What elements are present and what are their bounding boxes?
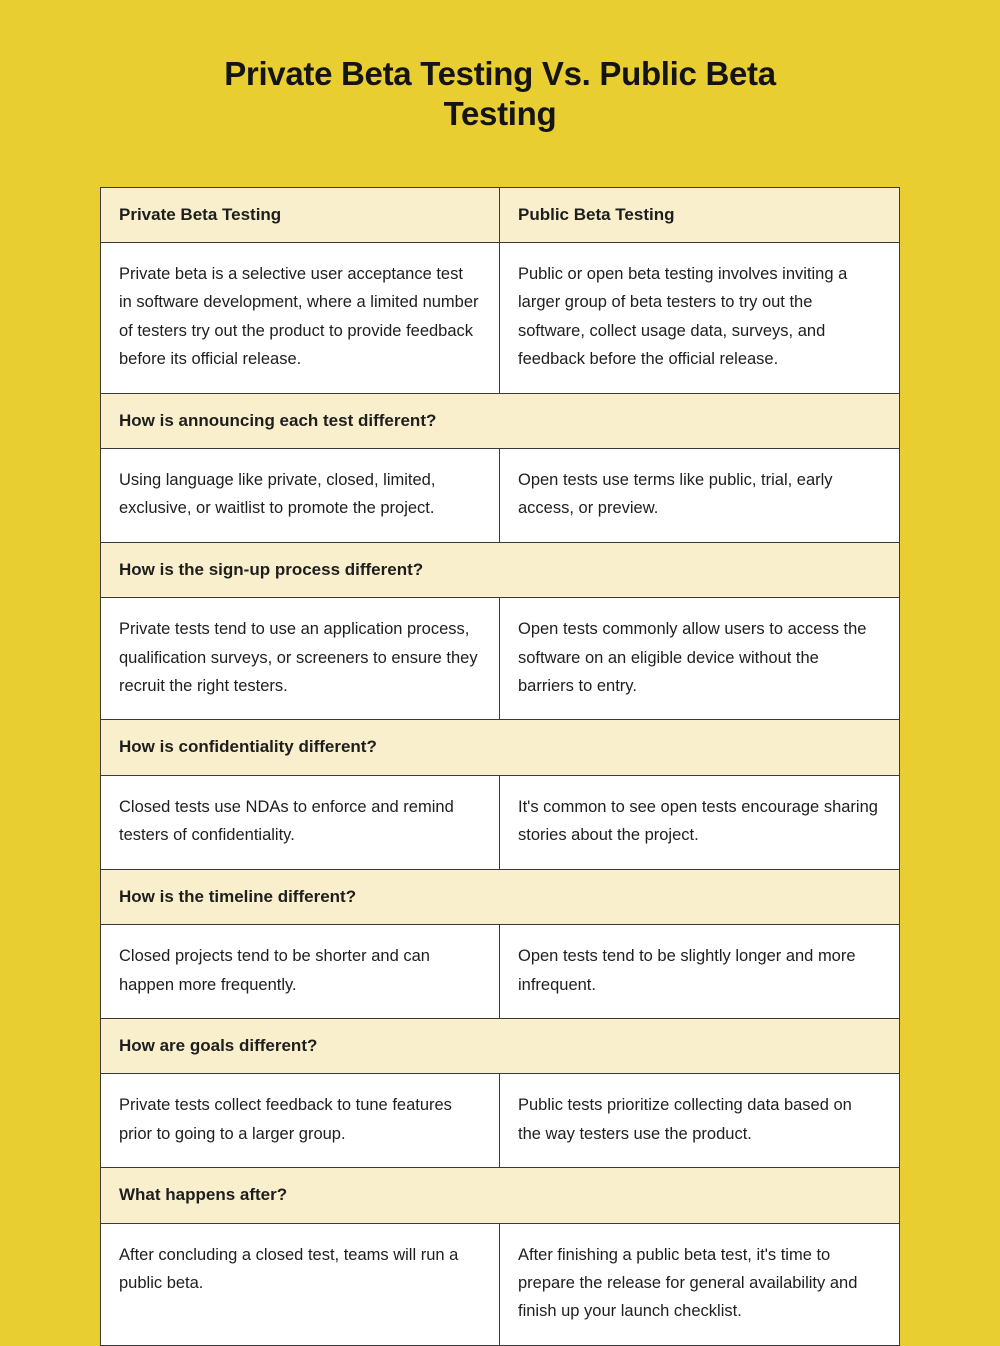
table-cell-public: Public tests prioritize collecting data based on the way testers use the product. [500,1074,899,1168]
table-row [101,449,899,543]
table-section-heading: How is confidentiality different? [101,720,899,776]
table-section-heading: How are goals different? [101,1019,899,1075]
table-header-row [101,188,899,244]
table-cell-public: Public or open beta testing involves inviting a larger group of beta testers to try out the software, collect usage data, surveys, and feedback before the official release. [500,243,899,394]
table-section-row [101,720,899,776]
table-cell-public: After finishing a public beta test, it's time to prepare the release for general availability and finish up your launch checklist. [518,1245,858,1321]
table-cell-private: Closed projects tend to be shorter and can happen more frequently. [101,925,500,1019]
table-cell-public: Open tests use terms like public, trial, early access, or preview. [500,449,899,543]
table-cell-public: It's common to see open tests encourage sharing stories about the project. [500,776,899,870]
table-row [101,1224,899,1345]
table-section-row [101,1168,899,1224]
table-cell-private: Private tests collect feedback to tune features prior to going to a larger group. [101,1074,500,1168]
table-cell-private: Private tests tend to use an application process, qualification surveys, or screeners to ensure they recruit the right testers. [101,598,500,720]
table-cell-private: Private beta is a selective user acceptance test in software development, where a limited number of testers try out the product to provide feedback before its official release. [101,243,500,394]
table-cell-public: Open tests tend to be slightly longer and more infrequent. [500,925,899,1019]
table-section-row [101,1019,899,1075]
table-section-heading: How is the timeline different? [101,870,899,926]
table-cell-private: Closed tests use NDAs to enforce and remind testers of confidentiality. [101,776,500,870]
page-title: Private Beta Testing Vs. Public Beta Testing [224,55,776,133]
table-section-row [101,870,899,926]
table-row [101,243,899,394]
table-row [101,776,899,870]
table-cell-private: Using language like private, closed, limited, exclusive, or waitlist to promote the project. [101,449,500,543]
table-section-row [101,543,899,599]
table-cell-private: After concluding a closed test, teams will run a public beta. [101,1224,500,1345]
table-section-heading: How is announcing each test different? [101,394,899,450]
table-section-heading: How is the sign-up process different? [101,543,899,599]
table-row [101,925,899,1019]
table-cell-public: Open tests commonly allow users to access the software on an eligible device without the barriers to entry. [500,598,899,720]
table-section-heading: What happens after? [101,1168,899,1224]
table-header-public: Public Beta Testing [500,188,899,244]
table-row [101,1074,899,1168]
table-section-row [101,394,899,450]
table-row [101,598,899,720]
table-header-private: Private Beta Testing [101,188,500,244]
comparison-table [100,187,900,1346]
